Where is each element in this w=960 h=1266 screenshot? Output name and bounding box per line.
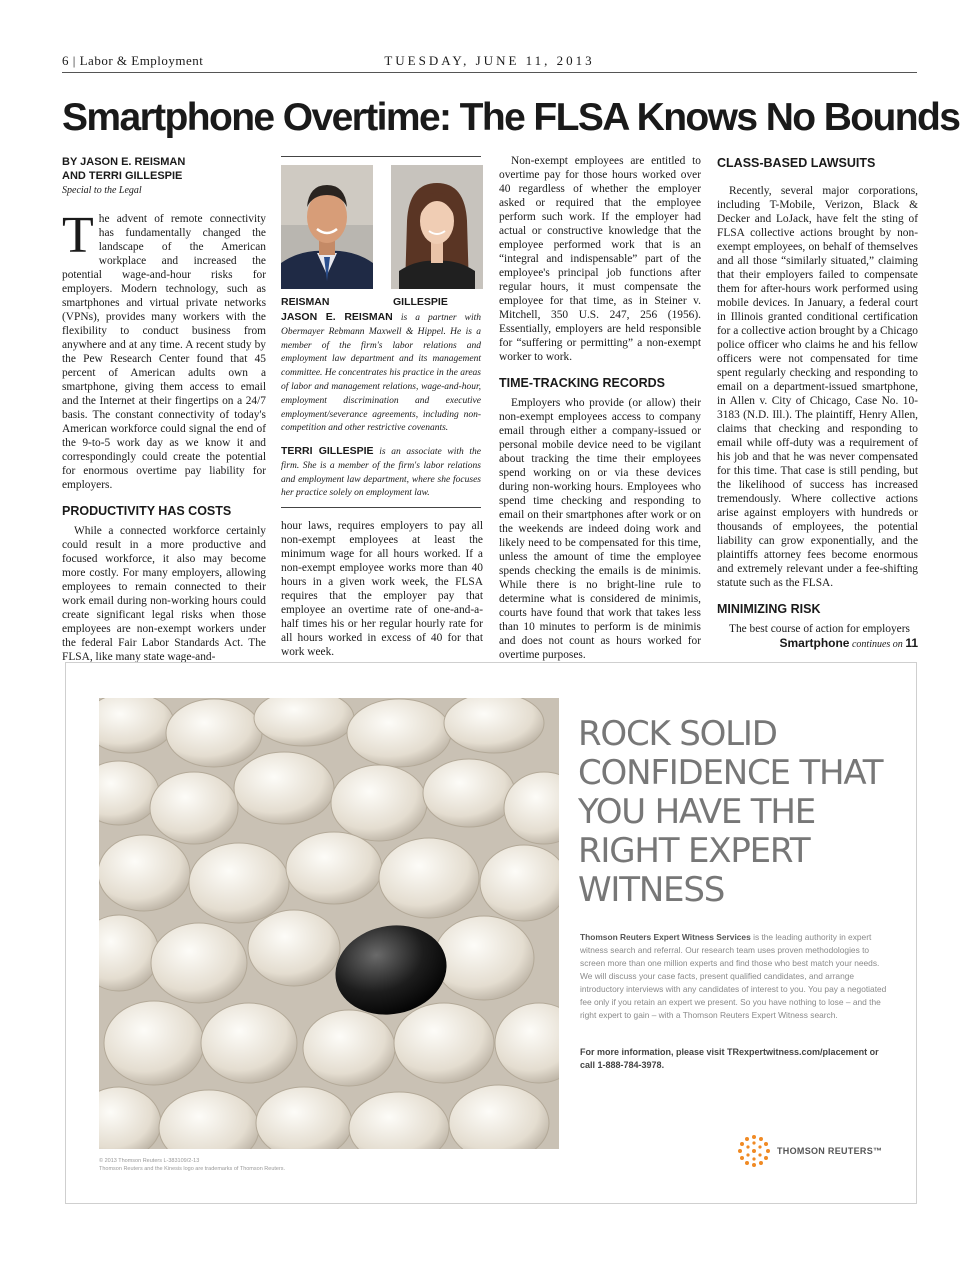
author-photo-gillespie [391, 165, 483, 289]
ad-copyright [99, 1157, 285, 1173]
advertisement [65, 662, 917, 1204]
ad-image-stones [99, 698, 559, 1149]
article-paragraph: While a connected workforce certainly could result in a more productive and focused workforce, it also may become more costly. For many employers, allowing employees to remain connected to their work email during non-working hours could create significant legal risks when those employees are non-exempt workers under the federal Fair Labor Standards Act. The FLSA, like many state wage-and- [62, 525, 266, 663]
photo-caption-reisman: REISMAN [281, 296, 330, 308]
copyright-line-2: Thomson Reuters and the Kinesis logo are trademarks of Thomson Reuters. [99, 1166, 286, 1172]
section-label: 6 | Labor & Employment [62, 53, 204, 68]
thomson-reuters-wordmark: THOMSON REUTERS™ [777, 1146, 883, 1156]
issue-date: TUESDAY, JUNE 11, 2013 [384, 53, 595, 68]
article-paragraph: The best course of action for employers [729, 623, 910, 635]
author-photo-reisman [281, 165, 373, 289]
byline-line-2: AND TERRI GILLESPIE [62, 170, 183, 182]
article-paragraph: Non-exempt employees are entitled to overtime pay for those hours worked over 40 regardless of whether the employer asked or required that the employee perform such work. If the employer had actual or constructive knowledge that the employee performed work that is an “integral and indispensable” part of the employee's principal job functions after regular hours, it must compensate the employee for that time, as in Steiner v. Mitchell, 350 U.S. 247, 256 (1956). Essentially, employers are held responsible for “suffering or permitting” a non-exempt worker to work. [499, 155, 701, 363]
ad-body-text: is the leading authority in expert witness search and referral. Our research team uses proven methodologies to screen more than one million experts and find those who best match your needs. We will discuss your case facts, present qualified candidates, and arrange introductory interviews with any candidates of interest to you. You pay a negotiated fee only if you retain an expert we present. So you have nothing to lose – and the right expert to gain – with a Thomson Reuters Expert Witness search. [580, 932, 887, 1020]
article-column-2 [281, 519, 483, 659]
article-paragraph: Recently, several major corporations, including T-Mobile, Verizon, Black & Decker and LoJack, have felt the sting of FLSA collective actions brought by non-exempt employees, on behalf of themselves and all those “similarly situated,” claiming that their employers failed to compensate them for after-hours work performed using mobile devices. In January, a federal court in Illinois granted conditional certification for a collective action brought by a Chicago police officer who claims he and his fellow officers were not compensated for time spent regularly checking and responding to email on a department-issued smartphone, in Allen v. City of Chicago, Case No. 10-3183 (N.D. Ill.). The plaintiff, Henry Allen, claims that checking and responding to email while off-duty was a requirement of his job and that he was never compensated for this time. That case is still pending, but the likelihood of success has increased tremendously. Where collective actions arise against employers with hundreds or thousands of employees, the potential liability can grow exponentially, and the plaintiffs attorney fees become enormous and extremely relevant under a fee-shifting statute such as the FLSA. [717, 185, 918, 589]
bio-text: is an associate with the firm. She is a member of the firm's labor relations and employment law department, where she focuses her practice solely on employment law. [281, 447, 481, 499]
continued-text: continues on [851, 639, 903, 650]
bio-name: JASON E. REISMAN [281, 311, 393, 323]
bio-text: is a partner with Obermayer Rebmann Maxwell & Hippel. He is a member of the firm's labor relations and employment law department and its management committee. He concentrates his practice in the areas of labor and management relations, wage-and-hour, employment discrimination and executive employment/severance agreements, including non-competition and other restrictive covenants. [281, 313, 481, 434]
article-headline: Smartphone Overtime: The FLSA Knows No Bounds [62, 96, 960, 139]
continued-line [717, 636, 918, 652]
article-column-3 [499, 154, 701, 662]
bio-reisman [281, 311, 481, 436]
subhead-minimizing-risk: MINIMIZING RISK [717, 602, 821, 616]
byline-note: Special to the Legal [62, 185, 142, 196]
article-paragraph [62, 207, 266, 492]
continued-label: Smartphone [779, 636, 850, 650]
ad-body [580, 931, 890, 1022]
ad-headline: ROCK SOLID CONFIDENCE THAT YOU HAVE THE RIGHT EXPERT WITNESS [578, 714, 883, 910]
photo-caption-gillespie: GILLESPIE [393, 296, 448, 308]
article-column-1 [62, 155, 266, 664]
ad-contact: For more information, please visit TRexpertwitness.com/placement or call 1-888-784-3978. [580, 1047, 879, 1070]
subhead-productivity: PRODUCTIVITY HAS COSTS [62, 504, 232, 518]
article-column-4 [717, 155, 918, 652]
bio-gillespie [281, 445, 481, 501]
paragraph-text: he advent of remote connectivity has fundamentally changed the landscape of the American workplace and increased the potential wage-and-hour risks for employers. Modern technology, such as smartphones and virtual private networks (VPNs), provides many workers with the flexibility to conduct business from anywhere and at any time. A recent study by the Pew Research Center found that 45 percent of American adults own a smartphone, giving them access to email and the Internet at their fingertips on a 24/7 basis. The constant connectivity of today's American workforce could signal the end of the 9-to-5 work day as we know it and correspondingly could create the potential for enormous overtime pay liability for employers. [62, 213, 266, 491]
drop-cap: T [62, 207, 94, 264]
article-paragraph: Employers who provide (or allow) their non-exempt employees access to company email through either a company-issued or personal mobile device need to be vigilant about tracking the time their employees spend working on or via these devices during non-working hours. Employees who spend time checking and responding to email on their smartphones after work or on the weekends are indeed doing work and likely need to be compensated for this time, unless the amount of time the employee spends checking the emails is de minimis. While there is no bright-line rule to determine what is considered de minimis, courts have found that work that takes less than 10 minutes to perform is de minimis and does not count as hours worked for overtime purposes. [499, 397, 701, 661]
page-folio [62, 50, 917, 73]
author-bio-box [281, 156, 481, 508]
ad-body-lead: Thomson Reuters Expert Witness Services [580, 932, 751, 942]
article-paragraph: hour laws, requires employers to pay all non-exempt employees at least the minimum wage for all hours worked. If a non-exempt employee works more than 40 hours in a given work week, the FLSA requires that the employer pay that employee an overtime rate of one-and-a-half times his or her regular hourly rate for all hours worked in excess of 40 for that work week. [281, 520, 483, 658]
continued-page: 11 [905, 636, 918, 650]
subhead-class-based: CLASS-BASED LAWSUITS [717, 156, 876, 170]
copyright-line-1: © 2013 Thomson Reuters L-383109/2-13 [99, 1158, 200, 1164]
kinesis-logo-icon [736, 1133, 772, 1169]
byline-line-1: BY JASON E. REISMAN [62, 156, 186, 168]
byline [62, 155, 266, 183]
subhead-time-tracking: TIME-TRACKING RECORDS [499, 376, 665, 390]
bio-name: TERRI GILLESPIE [281, 445, 374, 457]
